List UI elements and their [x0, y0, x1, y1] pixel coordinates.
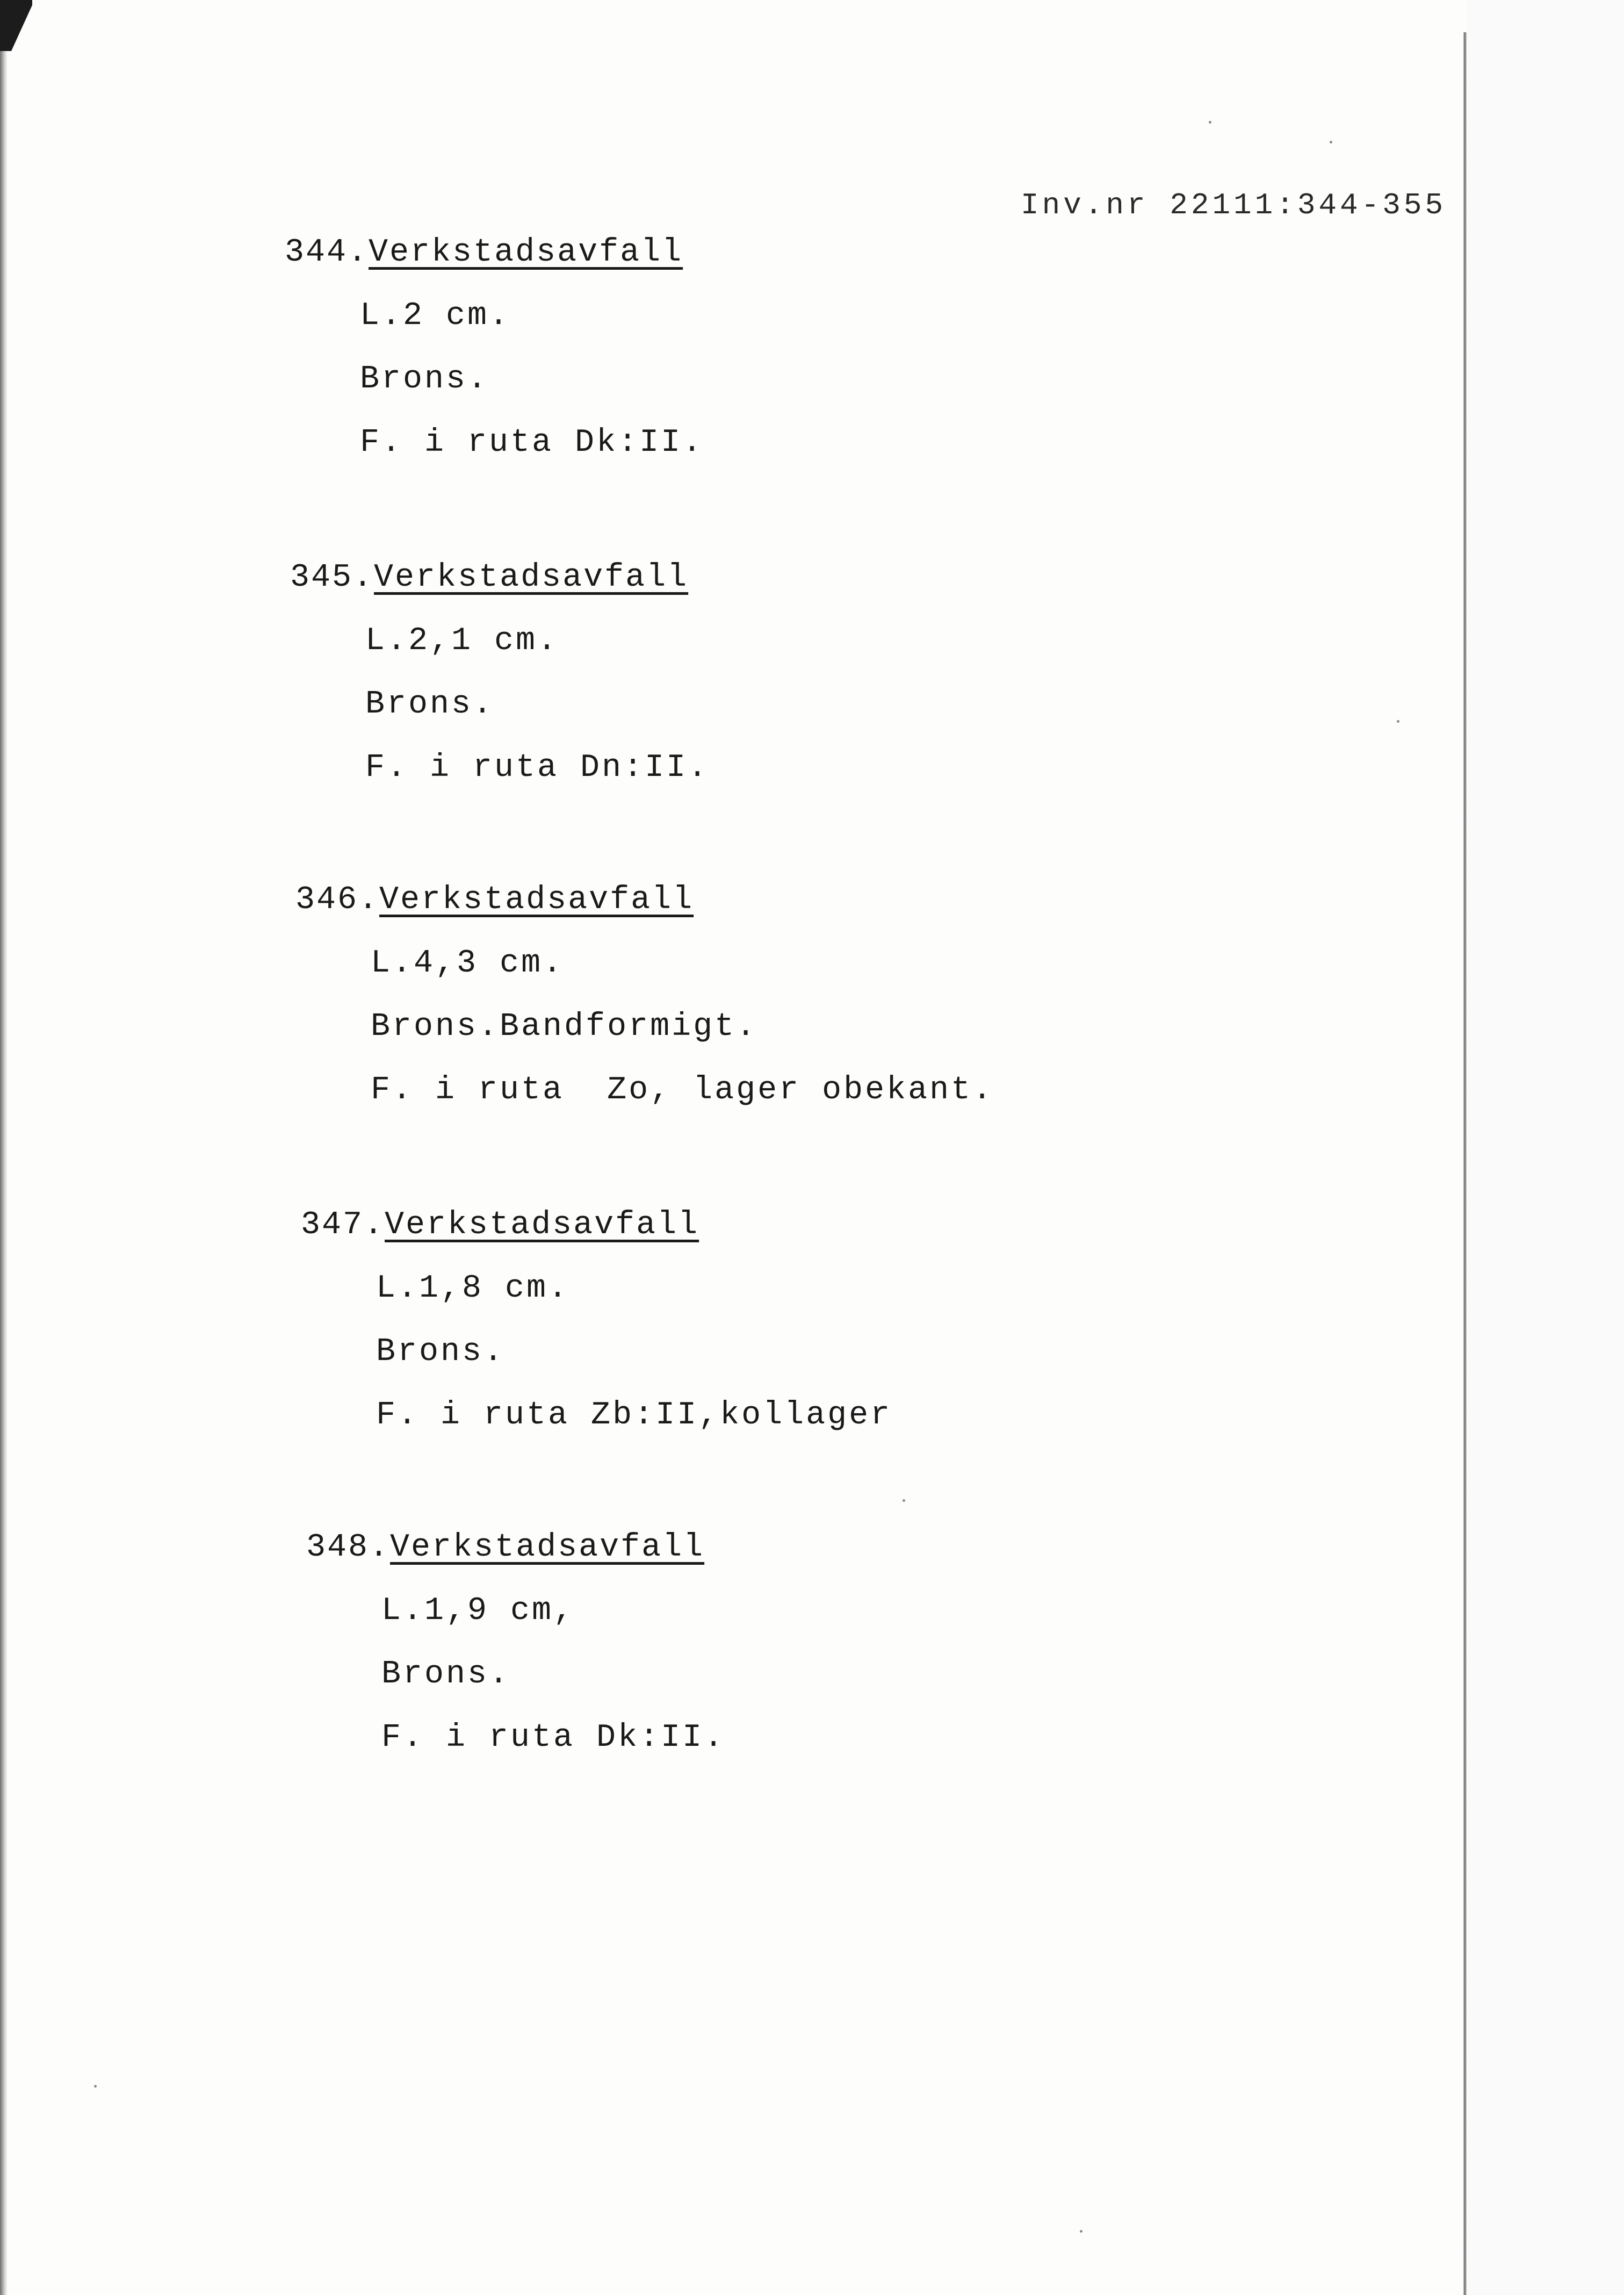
entry-length: L.2,1 cm.	[365, 623, 559, 659]
catalog-entry	[290, 559, 710, 786]
entry-material: Brons.	[365, 686, 495, 723]
entry-material: Brons.	[381, 1656, 511, 1693]
entry-number: 346.	[295, 882, 380, 918]
entry-find-location: F. i ruta Zo, lager obekant.	[371, 1072, 994, 1109]
entry-heading	[285, 236, 704, 269]
entry-material: Brons.	[360, 361, 489, 398]
scan-margin-right	[1467, 0, 1624, 2295]
entry-title: Verkstadsavfall	[385, 1207, 699, 1243]
entry-number: 344.	[285, 234, 369, 271]
entry-number: 345.	[290, 559, 374, 596]
scan-speck	[94, 2085, 97, 2088]
entry-title: Verkstadsavfall	[374, 559, 689, 596]
catalog-entry	[301, 1207, 892, 1434]
entry-find-location: F. i ruta Dk:II.	[360, 425, 704, 461]
entry-length: L.1,8 cm.	[376, 1270, 570, 1307]
scan-speck	[1397, 720, 1399, 723]
entry-length: L.2 cm.	[360, 298, 511, 334]
entry-title: Verkstadsavfall	[390, 1529, 705, 1566]
catalog-entry	[295, 882, 994, 1109]
scan-speck	[1209, 121, 1211, 124]
inventory-number: Inv.nr 22111:344-355	[1021, 188, 1447, 222]
scan-speck	[1330, 141, 1332, 143]
entry-find-location: F. i ruta Dk:II.	[381, 1720, 726, 1756]
entry-material: Brons.	[376, 1334, 506, 1370]
catalog-entry	[285, 236, 704, 459]
entry-heading	[301, 1209, 892, 1241]
entry-heading	[290, 559, 709, 596]
entry-number: 347.	[301, 1207, 385, 1243]
scan-corner	[0, 0, 32, 51]
scan-speck	[903, 1499, 905, 1502]
entry-length: L.1,9 cm,	[381, 1593, 575, 1629]
entry-find-location: F. i ruta Zb:II,kollager	[376, 1397, 892, 1434]
entry-length: L.4,3 cm.	[371, 945, 565, 982]
scan-edge-left	[0, 0, 8, 2295]
entry-material: Brons.Bandformigt.	[371, 1009, 758, 1045]
entry-title: Verkstadsavfall	[369, 234, 683, 271]
entry-heading	[306, 1531, 725, 1564]
entry-number: 348.	[306, 1529, 391, 1566]
entry-heading	[295, 884, 994, 916]
scan-speck	[1080, 2230, 1082, 2233]
scan-edge-right	[1463, 32, 1467, 2295]
catalog-entry	[306, 1531, 725, 1754]
entry-title: Verkstadsavfall	[379, 882, 694, 918]
entry-find-location: F. i ruta Dn:II.	[365, 750, 710, 786]
